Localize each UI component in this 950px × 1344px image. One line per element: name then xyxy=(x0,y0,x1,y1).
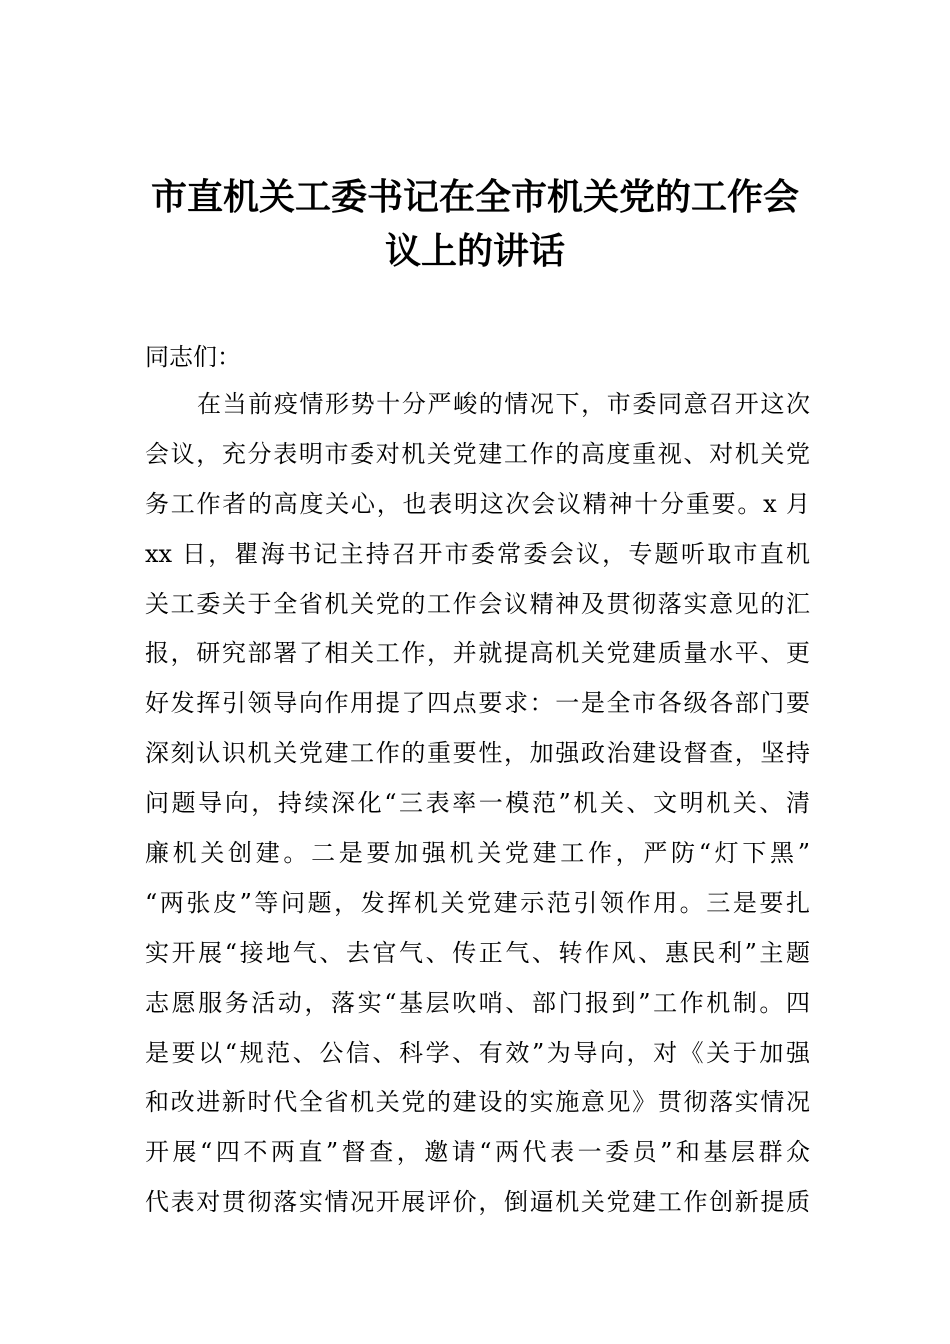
body-paragraph xyxy=(145,380,810,1228)
paragraph-line: 关工委关于全省机关党的工作会议精神及贯彻落实意见的汇 xyxy=(145,589,810,618)
paragraph-line: 深刻认识机关党建工作的重要性，加强政治建设督查，坚持 xyxy=(145,739,810,768)
paragraph-line: 和改进新时代全省机关党的建设的实施意见》贯彻落实情况 xyxy=(145,1088,810,1117)
title-line-1: 市直机关工委书记在全市机关党的工作会 xyxy=(150,176,799,218)
paragraph-line: 廉机关创建。二是要加强机关党建工作，严防“灯下黑” xyxy=(145,839,810,868)
paragraph-line: 问题导向，持续深化“三表率一模范”机关、文明机关、清 xyxy=(145,789,810,818)
paragraph-line: 是要以“规范、公信、科学、有效”为导向，对《关于加强 xyxy=(145,1038,810,1067)
paragraph-line: 好发挥引领导向作用提了四点要求：一是全市各级各部门要 xyxy=(145,689,810,718)
paragraph-line: “两张皮”等问题，发挥机关党建示范引领作用。三是要扎 xyxy=(145,888,810,917)
document-title xyxy=(140,170,810,278)
paragraph-line: 实开展“接地气、去官气、传正气、转作风、惠民利”主题 xyxy=(145,938,810,967)
paragraph-line: 报，研究部署了相关工作，并就提高机关党建质量水平、更 xyxy=(145,639,810,668)
paragraph-line: xx 日，瞿海书记主持召开市委常委会议，专题听取市直机 xyxy=(145,539,810,568)
paragraph-line: 务工作者的高度关心，也表明这次会议精神十分重要。x 月 xyxy=(145,489,810,518)
title-line-2: 议上的讲话 xyxy=(384,230,565,272)
paragraph-line: 会议，充分表明市委对机关党建工作的高度重视、对机关党 xyxy=(145,439,810,468)
paragraph-line: 在当前疫情形势十分严峻的情况下，市委同意召开这次 xyxy=(197,390,810,418)
paragraph-line: 代表对贯彻落实情况开展评价，倒逼机关党建工作创新提质 xyxy=(145,1188,810,1217)
paragraph-line: 志愿服务活动，落实“基层吹哨、部门报到”工作机制。四 xyxy=(145,988,810,1017)
paragraph-line: 开展“四不两直”督查，邀请“两代表一委员”和基层群众 xyxy=(145,1138,810,1167)
salutation: 同志们： xyxy=(145,343,241,371)
